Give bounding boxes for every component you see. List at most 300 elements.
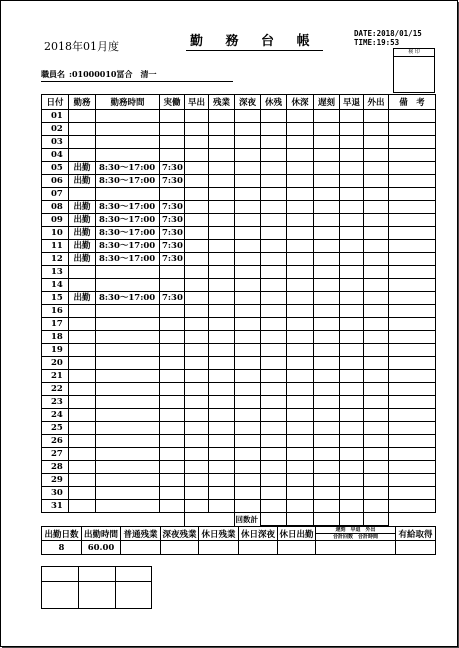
empty-cell xyxy=(340,266,364,279)
empty-cell xyxy=(314,175,340,188)
empty-cell xyxy=(287,149,314,162)
hours-cell xyxy=(96,409,160,422)
type-cell xyxy=(69,188,96,201)
table-row xyxy=(42,292,436,305)
attendance-table xyxy=(41,94,436,526)
day-cell: 21 xyxy=(42,370,69,383)
work-cell xyxy=(160,370,185,383)
type-cell xyxy=(69,279,96,292)
day-cell: 04 xyxy=(42,149,69,162)
empty-cell xyxy=(340,474,364,487)
empty-cell xyxy=(314,422,340,435)
empty-cell xyxy=(209,357,235,370)
day-cell: 19 xyxy=(42,344,69,357)
empty-cell xyxy=(389,435,436,448)
table-row xyxy=(42,331,436,344)
table-row xyxy=(42,487,436,500)
empty-cell xyxy=(185,487,209,500)
work-cell xyxy=(160,188,185,201)
empty-cell xyxy=(209,370,235,383)
approval-stamp-box xyxy=(393,48,435,93)
table-row xyxy=(42,162,436,175)
empty-cell xyxy=(364,461,389,474)
empty-cell xyxy=(364,214,389,227)
empty-cell xyxy=(364,227,389,240)
type-cell xyxy=(69,396,96,409)
empty-cell xyxy=(340,370,364,383)
column-header: 勤務時間 xyxy=(96,95,160,110)
day-cell: 09 xyxy=(42,214,69,227)
empty-cell xyxy=(364,136,389,149)
empty-cell xyxy=(287,318,314,331)
hours-cell xyxy=(96,461,160,474)
empty-cell xyxy=(340,149,364,162)
hours-cell: 8:30～17:00 xyxy=(96,214,160,227)
empty-cell xyxy=(340,110,364,123)
empty-cell xyxy=(235,370,261,383)
empty-cell xyxy=(389,279,436,292)
empty-cell xyxy=(340,435,364,448)
empty-cell xyxy=(287,123,314,136)
empty-cell xyxy=(364,435,389,448)
table-row xyxy=(42,383,436,396)
empty-cell xyxy=(185,422,209,435)
stamp-label: 検 印 xyxy=(394,49,434,57)
work-cell xyxy=(160,409,185,422)
work-cell: 7:30 xyxy=(160,227,185,240)
empty-cell xyxy=(389,253,436,266)
summary-value-row xyxy=(42,541,436,555)
empty-cell xyxy=(364,344,389,357)
type-cell xyxy=(69,110,96,123)
empty-cell xyxy=(287,396,314,409)
empty-cell xyxy=(185,344,209,357)
empty-cell xyxy=(389,240,436,253)
hours-cell xyxy=(96,318,160,331)
empty-cell xyxy=(364,318,389,331)
empty-cell xyxy=(185,409,209,422)
empty-cell xyxy=(340,227,364,240)
empty-cell xyxy=(364,422,389,435)
empty-cell xyxy=(261,292,287,305)
empty-cell xyxy=(235,474,261,487)
empty-cell xyxy=(314,214,340,227)
type-cell: 出勤 xyxy=(69,214,96,227)
day-cell: 15 xyxy=(42,292,69,305)
column-header: 勤務 xyxy=(69,95,96,110)
empty-cell xyxy=(314,149,340,162)
empty-cell xyxy=(287,188,314,201)
empty-cell xyxy=(314,253,340,266)
hours-cell xyxy=(96,110,160,123)
empty-cell xyxy=(235,487,261,500)
empty-cell xyxy=(287,279,314,292)
column-header: 日付 xyxy=(42,95,69,110)
empty-cell xyxy=(185,266,209,279)
empty-cell xyxy=(261,370,287,383)
period-label: 2018年01月度 xyxy=(44,40,119,53)
page-title: 勤 務 台 帳 xyxy=(186,30,323,51)
day-cell: 22 xyxy=(42,383,69,396)
empty-cell xyxy=(209,123,235,136)
empty-cell xyxy=(185,396,209,409)
empty-cell xyxy=(235,422,261,435)
empty-cell xyxy=(389,422,436,435)
table-row xyxy=(42,149,436,162)
work-cell: 7:30 xyxy=(160,214,185,227)
work-cell xyxy=(160,123,185,136)
empty-cell xyxy=(209,175,235,188)
empty-cell xyxy=(364,448,389,461)
empty-cell xyxy=(340,279,364,292)
table-row xyxy=(42,214,436,227)
empty-cell xyxy=(340,175,364,188)
hours-cell xyxy=(96,370,160,383)
empty-cell xyxy=(389,162,436,175)
empty-cell xyxy=(364,253,389,266)
empty-cell xyxy=(209,240,235,253)
empty-cell xyxy=(185,383,209,396)
empty-cell xyxy=(340,331,364,344)
empty-cell xyxy=(340,448,364,461)
empty-cell xyxy=(364,110,389,123)
empty-cell xyxy=(340,409,364,422)
empty-cell xyxy=(364,123,389,136)
tardy-header xyxy=(316,527,396,541)
type-cell xyxy=(69,149,96,162)
day-cell: 28 xyxy=(42,461,69,474)
column-header: 遅刻 xyxy=(314,95,340,110)
column-header: 早出 xyxy=(185,95,209,110)
table-row xyxy=(42,110,436,123)
empty-cell xyxy=(340,461,364,474)
empty-cell xyxy=(209,487,235,500)
empty-cell xyxy=(389,123,436,136)
empty-cell xyxy=(261,305,287,318)
empty-cell xyxy=(261,240,287,253)
day-cell: 03 xyxy=(42,136,69,149)
empty-cell xyxy=(314,383,340,396)
day-cell: 02 xyxy=(42,123,69,136)
empty-cell xyxy=(185,136,209,149)
empty-cell xyxy=(389,214,436,227)
hours-cell xyxy=(96,500,160,513)
empty-cell xyxy=(389,136,436,149)
empty-cell xyxy=(314,266,340,279)
empty-cell xyxy=(261,396,287,409)
empty-cell xyxy=(185,435,209,448)
empty-cell xyxy=(340,123,364,136)
employee-line xyxy=(41,69,233,82)
work-cell xyxy=(160,305,185,318)
empty-cell xyxy=(364,474,389,487)
type-cell xyxy=(69,318,96,331)
day-cell: 27 xyxy=(42,448,69,461)
employee-code: :01000010 xyxy=(69,69,117,79)
empty-cell xyxy=(314,461,340,474)
table-row xyxy=(42,474,436,487)
empty-cell xyxy=(261,214,287,227)
empty-cell xyxy=(340,136,364,149)
empty-cell xyxy=(235,227,261,240)
hours-cell: 8:30～17:00 xyxy=(96,253,160,266)
empty-cell xyxy=(261,201,287,214)
empty-cell xyxy=(287,292,314,305)
empty-cell xyxy=(185,227,209,240)
empty-cell xyxy=(261,383,287,396)
empty-cell xyxy=(314,136,340,149)
type-cell: 出勤 xyxy=(69,253,96,266)
notes-box xyxy=(41,566,152,609)
empty-cell xyxy=(209,214,235,227)
type-cell xyxy=(69,305,96,318)
tardy-sub-time: 合計時間 xyxy=(358,534,379,540)
empty-cell xyxy=(209,162,235,175)
empty-cell xyxy=(389,227,436,240)
empty-cell xyxy=(185,474,209,487)
empty-cell xyxy=(209,279,235,292)
empty-cell xyxy=(209,201,235,214)
empty-cell xyxy=(287,500,314,513)
empty-cell xyxy=(261,357,287,370)
empty-cell xyxy=(261,149,287,162)
hours-cell xyxy=(96,422,160,435)
empty-cell xyxy=(287,305,314,318)
table-row xyxy=(42,344,436,357)
empty-cell xyxy=(209,318,235,331)
empty-cell xyxy=(185,240,209,253)
empty-cell xyxy=(235,383,261,396)
empty-cell xyxy=(209,136,235,149)
column-header: 早退 xyxy=(340,95,364,110)
empty-cell xyxy=(364,149,389,162)
empty-cell xyxy=(209,474,235,487)
empty-cell xyxy=(340,305,364,318)
empty-cell xyxy=(287,253,314,266)
column-header: 実働 xyxy=(160,95,185,110)
day-cell: 08 xyxy=(42,201,69,214)
empty-cell xyxy=(389,409,436,422)
table-row xyxy=(42,188,436,201)
empty-cell xyxy=(185,331,209,344)
empty-cell xyxy=(389,149,436,162)
day-cell: 07 xyxy=(42,188,69,201)
empty-cell xyxy=(235,110,261,123)
empty-cell xyxy=(261,448,287,461)
empty-cell xyxy=(287,474,314,487)
empty-cell xyxy=(235,500,261,513)
tardy-header-out: 外出 xyxy=(365,527,376,533)
hours-cell xyxy=(96,136,160,149)
work-cell xyxy=(160,279,185,292)
type-cell: 出勤 xyxy=(69,227,96,240)
type-cell xyxy=(69,123,96,136)
type-cell xyxy=(69,487,96,500)
table-row xyxy=(42,396,436,409)
empty-cell xyxy=(340,500,364,513)
empty-cell xyxy=(209,253,235,266)
empty-cell xyxy=(364,331,389,344)
empty-cell xyxy=(389,474,436,487)
empty-cell xyxy=(340,188,364,201)
empty-cell xyxy=(235,149,261,162)
empty-cell xyxy=(209,396,235,409)
empty-cell xyxy=(314,344,340,357)
empty-cell xyxy=(209,409,235,422)
empty-cell xyxy=(235,344,261,357)
empty-cell xyxy=(185,318,209,331)
empty-cell xyxy=(389,188,436,201)
empty-cell xyxy=(185,188,209,201)
empty-cell xyxy=(287,331,314,344)
empty-cell xyxy=(235,279,261,292)
empty-cell xyxy=(209,461,235,474)
count-total-row xyxy=(42,513,436,526)
type-cell xyxy=(69,136,96,149)
empty-cell xyxy=(314,448,340,461)
empty-cell xyxy=(287,344,314,357)
empty-cell xyxy=(389,305,436,318)
empty-cell xyxy=(364,292,389,305)
hours-cell xyxy=(96,474,160,487)
empty-cell xyxy=(235,162,261,175)
empty-cell xyxy=(389,318,436,331)
empty-cell xyxy=(340,487,364,500)
table-row xyxy=(42,253,436,266)
empty-cell xyxy=(209,188,235,201)
empty-cell xyxy=(314,123,340,136)
table-row xyxy=(42,409,436,422)
empty-cell xyxy=(389,383,436,396)
empty-cell xyxy=(209,383,235,396)
empty-cell xyxy=(314,305,340,318)
empty-cell xyxy=(340,383,364,396)
empty-cell xyxy=(261,253,287,266)
summary-header: 出勤日数 xyxy=(42,527,82,541)
count-total-label: 回数計 xyxy=(235,513,261,526)
table-row xyxy=(42,448,436,461)
empty-cell xyxy=(340,344,364,357)
type-cell xyxy=(69,357,96,370)
summary-header: 出勤時間 xyxy=(82,527,121,541)
empty-cell xyxy=(209,292,235,305)
type-cell: 出勤 xyxy=(69,292,96,305)
empty-cell xyxy=(235,253,261,266)
type-cell: 出勤 xyxy=(69,240,96,253)
empty-cell xyxy=(185,370,209,383)
hours-cell: 8:30～17:00 xyxy=(96,201,160,214)
empty-cell xyxy=(314,474,340,487)
type-cell: 出勤 xyxy=(69,162,96,175)
empty-cell xyxy=(364,500,389,513)
column-header: 深夜 xyxy=(235,95,261,110)
empty-cell xyxy=(389,500,436,513)
empty-cell xyxy=(235,396,261,409)
type-cell xyxy=(69,344,96,357)
day-cell: 30 xyxy=(42,487,69,500)
empty-cell xyxy=(185,305,209,318)
hours-cell xyxy=(96,383,160,396)
empty-cell xyxy=(287,409,314,422)
empty-cell xyxy=(364,370,389,383)
empty-cell xyxy=(314,396,340,409)
empty-cell xyxy=(364,279,389,292)
empty-cell xyxy=(364,487,389,500)
column-header: 備 考 xyxy=(389,95,436,110)
column-header: 休残 xyxy=(261,95,287,110)
empty-cell xyxy=(389,357,436,370)
work-cell xyxy=(160,500,185,513)
empty-cell xyxy=(314,240,340,253)
summary-header: 有給取得 xyxy=(396,527,436,541)
empty-cell xyxy=(389,331,436,344)
empty-cell xyxy=(261,422,287,435)
summary-header: 休日深夜 xyxy=(239,527,278,541)
empty-cell xyxy=(235,201,261,214)
employee-label: 職員名 xyxy=(41,69,65,79)
empty-cell xyxy=(340,318,364,331)
type-cell xyxy=(69,474,96,487)
empty-cell xyxy=(209,110,235,123)
empty-cell xyxy=(287,201,314,214)
empty-cell xyxy=(340,162,364,175)
day-cell: 06 xyxy=(42,175,69,188)
day-cell: 01 xyxy=(42,110,69,123)
empty-cell xyxy=(185,448,209,461)
day-cell: 18 xyxy=(42,331,69,344)
hours-cell: 8:30～17:00 xyxy=(96,175,160,188)
empty-cell xyxy=(314,318,340,331)
type-cell xyxy=(69,409,96,422)
empty-cell xyxy=(261,331,287,344)
hours-cell xyxy=(96,188,160,201)
empty-cell xyxy=(185,175,209,188)
empty-cell xyxy=(389,266,436,279)
empty-cell xyxy=(261,318,287,331)
empty-cell xyxy=(235,409,261,422)
empty-cell xyxy=(235,214,261,227)
empty-cell xyxy=(185,279,209,292)
type-cell xyxy=(69,448,96,461)
empty-cell xyxy=(261,279,287,292)
day-cell: 23 xyxy=(42,396,69,409)
day-cell: 31 xyxy=(42,500,69,513)
empty-cell xyxy=(209,500,235,513)
empty-cell xyxy=(209,435,235,448)
empty-cell xyxy=(287,435,314,448)
empty-cell xyxy=(389,344,436,357)
table-header-row xyxy=(42,95,436,110)
empty-cell xyxy=(287,266,314,279)
work-cell xyxy=(160,383,185,396)
empty-cell xyxy=(364,188,389,201)
empty-cell xyxy=(235,136,261,149)
empty-cell xyxy=(261,409,287,422)
empty-cell xyxy=(235,175,261,188)
empty-cell xyxy=(287,227,314,240)
empty-cell xyxy=(314,110,340,123)
empty-cell xyxy=(287,461,314,474)
type-cell xyxy=(69,266,96,279)
empty-cell xyxy=(185,292,209,305)
table-row xyxy=(42,123,436,136)
work-cell: 7:30 xyxy=(160,253,185,266)
day-cell: 05 xyxy=(42,162,69,175)
empty-cell xyxy=(261,500,287,513)
table-row xyxy=(42,201,436,214)
empty-cell xyxy=(235,188,261,201)
empty-cell xyxy=(261,474,287,487)
